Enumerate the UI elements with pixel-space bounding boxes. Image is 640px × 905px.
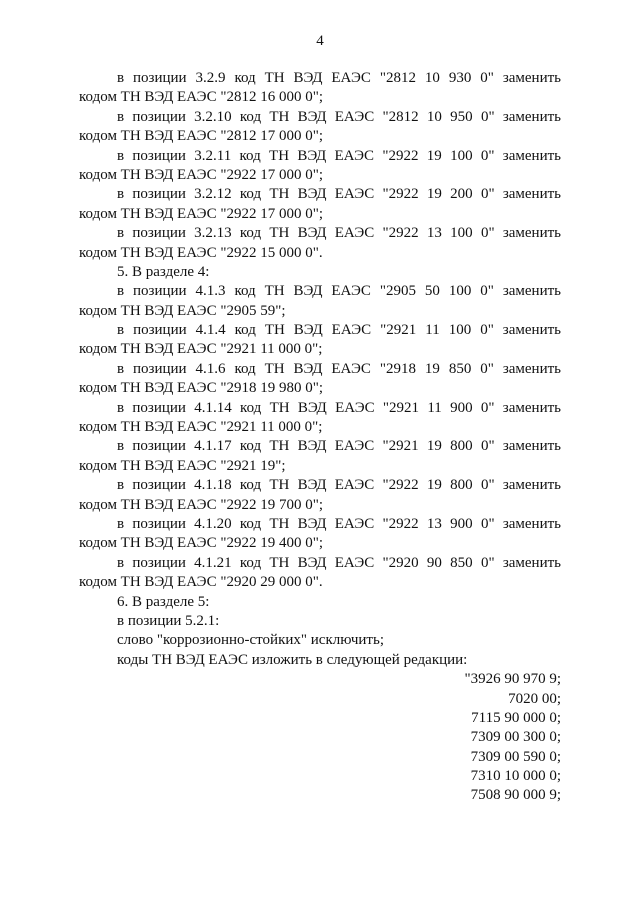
paragraph-line: в позиции 3.2.11 код ТН ВЭД ЕАЭС "2922 19 100 0" заменить — [117, 147, 561, 164]
code-item: "3926 90 970 9; — [464, 671, 561, 688]
paragraph-line: в позиции 3.2.13 код ТН ВЭД ЕАЭС "2922 13 100 0" заменить — [117, 225, 561, 242]
paragraph-line: слово "коррозионно-стойких" исключить; — [117, 632, 384, 649]
paragraph-line: кодом ТН ВЭД ЕАЭС "2921 11 000 0"; — [79, 341, 323, 358]
code-item: 7508 90 000 9; — [470, 787, 561, 804]
paragraph-line: в позиции 3.2.9 код ТН ВЭД ЕАЭС "2812 10 930 0" заменить — [117, 70, 561, 86]
paragraph-line: кодом ТН ВЭД ЕАЭС "2922 19 700 0"; — [79, 496, 323, 513]
codes-list — [79, 670, 561, 806]
paragraph-line: в позиции 4.1.14 код ТН ВЭД ЕАЭС "2921 11 900 0" заменить — [117, 399, 561, 416]
document-body — [79, 69, 561, 806]
code-item: 7310 10 000 0; — [470, 768, 561, 785]
paragraph-line: кодом ТН ВЭД ЕАЭС "2921 19"; — [79, 457, 286, 474]
paragraph-line: в позиции 4.1.18 код ТН ВЭД ЕАЭС "2922 19 800 0" заменить — [117, 477, 561, 494]
paragraph-line: кодом ТН ВЭД ЕАЭС "2920 29 000 0". — [79, 574, 323, 591]
paragraph-line: в позиции 4.1.3 код ТН ВЭД ЕАЭС "2905 50 100 0" заменить — [117, 283, 561, 300]
paragraph-line: кодом ТН ВЭД ЕАЭС "2921 11 000 0"; — [79, 419, 323, 436]
section-heading: 6. В разделе 5: — [117, 593, 210, 610]
paragraph-line: кодом ТН ВЭД ЕАЭС "2922 17 000 0"; — [79, 166, 323, 183]
page-number: 4 — [316, 33, 324, 49]
section-heading: 5. В разделе 4: — [117, 263, 210, 280]
paragraph-line: в позиции 4.1.6 код ТН ВЭД ЕАЭС "2918 19 850 0" заменить — [117, 360, 561, 377]
paragraph-line: в позиции 5.2.1: — [117, 612, 220, 629]
paragraph-line: кодом ТН ВЭД ЕАЭС "2922 19 400 0"; — [79, 535, 323, 552]
paragraph-line: кодом ТН ВЭД ЕАЭС "2905 59"; — [79, 302, 286, 319]
paragraph-line: кодом ТН ВЭД ЕАЭС "2812 16 000 0"; — [79, 89, 323, 106]
paragraph-line: в позиции 4.1.20 код ТН ВЭД ЕАЭС "2922 13 900 0" заменить — [117, 515, 561, 532]
paragraph-line: коды ТН ВЭД ЕАЭС изложить в следующей редакции: — [117, 651, 468, 668]
paragraph-line: в позиции 3.2.10 код ТН ВЭД ЕАЭС "2812 10 950 0" заменить — [117, 108, 561, 125]
paragraph-line: кодом ТН ВЭД ЕАЭС "2922 15 000 0". — [79, 244, 323, 261]
paragraph-line: кодом ТН ВЭД ЕАЭС "2918 19 980 0"; — [79, 380, 323, 397]
paragraph-line: в позиции 4.1.4 код ТН ВЭД ЕАЭС "2921 11 100 0" заменить — [117, 322, 561, 339]
code-item: 7115 90 000 0; — [471, 709, 561, 726]
code-item: 7309 00 300 0; — [470, 729, 561, 746]
code-item: 7020 00; — [508, 690, 561, 707]
paragraph-line: в позиции 4.1.17 код ТН ВЭД ЕАЭС "2921 19 800 0" заменить — [117, 438, 561, 455]
paragraph-line: кодом ТН ВЭД ЕАЭС "2812 17 000 0"; — [79, 128, 323, 145]
paragraph-line: в позиции 3.2.12 код ТН ВЭД ЕАЭС "2922 19 200 0" заменить — [117, 186, 561, 203]
paragraph-line: кодом ТН ВЭД ЕАЭС "2922 17 000 0"; — [79, 205, 323, 222]
paragraph-line: в позиции 4.1.21 код ТН ВЭД ЕАЭС "2920 90 850 0" заменить — [117, 554, 561, 571]
code-item: 7309 00 590 0; — [470, 748, 561, 765]
